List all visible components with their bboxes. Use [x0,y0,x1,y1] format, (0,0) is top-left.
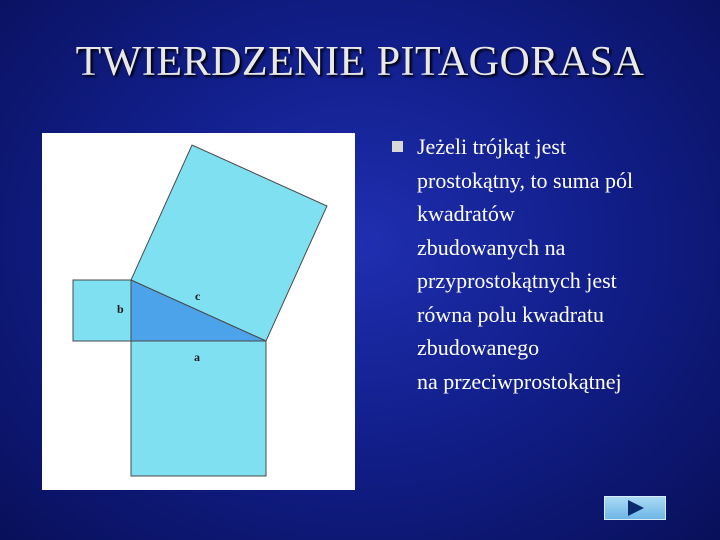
next-slide-button[interactable] [604,496,666,520]
bullet-text: Jeżeli trójkąt jest prostokątny, to suma pól kwadratów zbudowanych na przyprostokątnych jest równa polu kwadratu zbudowanego na przeciwprostokątnej [417,134,634,394]
bullet-square-icon [392,141,403,152]
label-a: a [194,350,200,364]
pythagoras-diagram [42,133,355,490]
label-b: b [117,302,124,316]
slide-title: TWIERDZENIE PITAGORASA [75,39,645,85]
play-arrow-icon [627,500,645,516]
pythagoras-figure [42,133,355,490]
label-c: c [195,289,201,303]
